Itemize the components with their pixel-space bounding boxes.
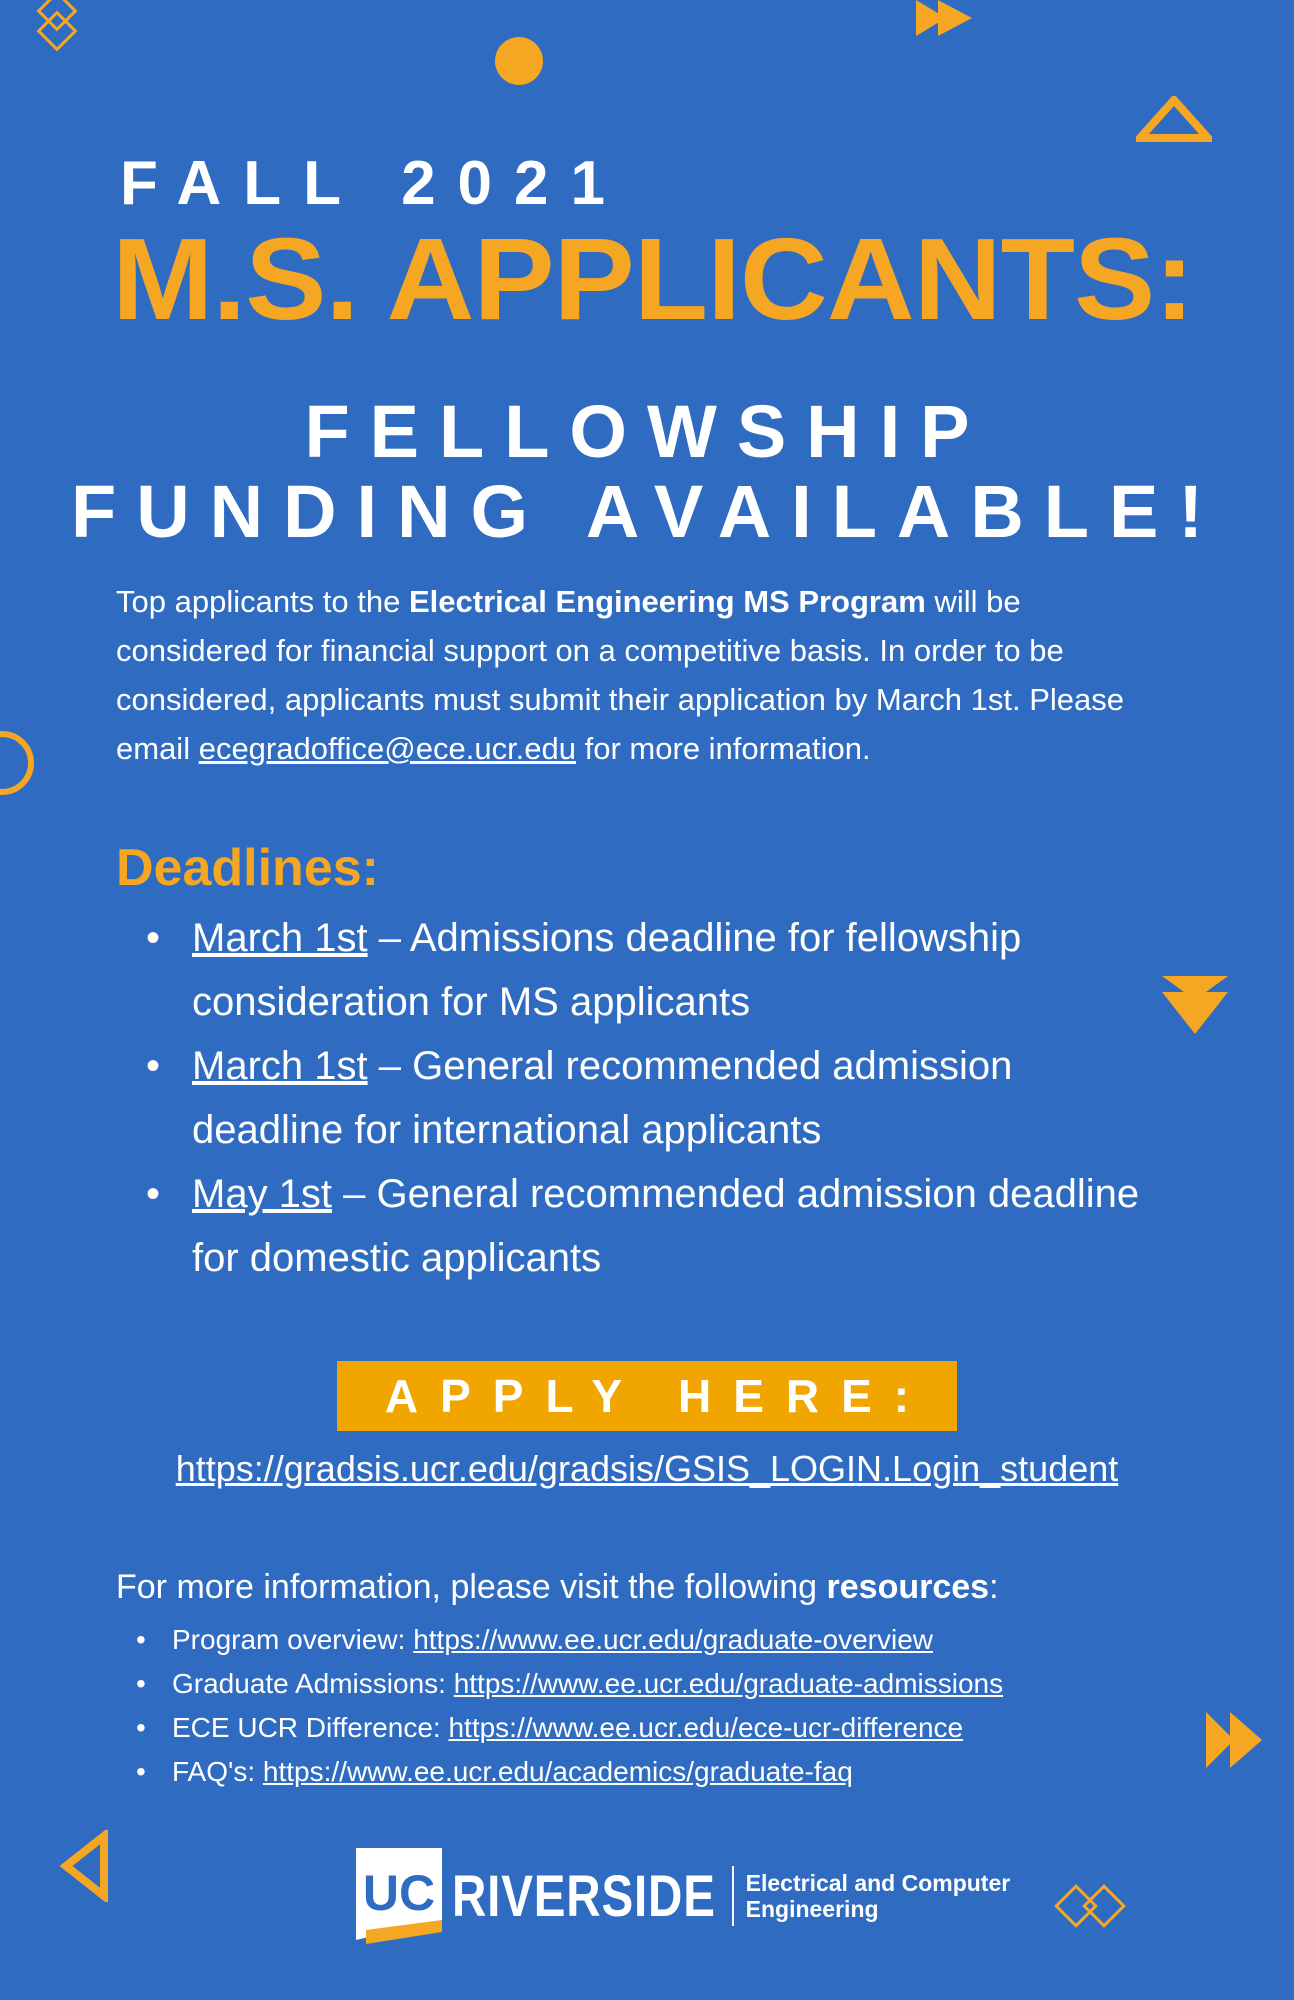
resource-label: ECE UCR Difference:	[172, 1712, 449, 1743]
resource-item	[136, 1750, 1003, 1794]
resource-link[interactable]: https://www.ee.ucr.edu/graduate-admissions	[453, 1668, 1004, 1699]
resources-intro-text: For more information, please visit the following	[116, 1568, 827, 1606]
ring-icon	[0, 728, 36, 798]
deadline-date[interactable]: May 1st	[192, 1172, 333, 1216]
fast-forward-right-icon	[1206, 1710, 1266, 1770]
uc-shield-icon	[356, 1848, 442, 1944]
intro-text-2: will be considered for financial support on a competitive basis. In order to be considered, applicants must submit their application by March 1st. Please email	[116, 584, 1124, 766]
intro-text-1: Top applicants to the	[116, 584, 409, 619]
bullet-icon: •	[136, 1668, 146, 1699]
resource-label: Program overview:	[172, 1624, 414, 1655]
apply-label: APPLY HERE:	[384, 1370, 932, 1422]
email-link[interactable]: ecegradoffice@ece.ucr.edu	[198, 731, 577, 766]
apply-banner	[337, 1361, 957, 1431]
diamonds-outline-icon	[1052, 1878, 1136, 1934]
resource-label: FAQ's:	[172, 1756, 263, 1787]
resource-link[interactable]: https://www.ee.ucr.edu/graduate-overview	[413, 1624, 934, 1655]
deadline-date[interactable]: March 1st	[192, 1044, 368, 1088]
subheadline-line-1: FELLOWSHIP	[304, 390, 990, 473]
deadline-date[interactable]: March 1st	[192, 916, 368, 960]
page-title: M.S. APPLICANTS:	[112, 214, 1194, 344]
bullet-icon: •	[136, 1624, 146, 1655]
resource-label: Graduate Admissions:	[172, 1668, 454, 1699]
resource-item	[136, 1662, 1003, 1706]
resource-item	[136, 1706, 1003, 1750]
deadline-text: – General recommended admission deadline for domestic applicants	[192, 1172, 1140, 1280]
resources-intro	[116, 1568, 999, 1607]
logo-dept-line-2: Engineering	[745, 1896, 879, 1922]
logo-department	[746, 1870, 1011, 1922]
arrow-down-icon	[1162, 974, 1228, 1036]
deadline-text: – General recommended admission deadline for international applicants	[192, 1044, 1013, 1152]
apply-link[interactable]: https://gradsis.ucr.edu/gradsis/GSIS_LOGIN.Login_student	[175, 1448, 1119, 1489]
triangle-left-outline-icon	[60, 1830, 108, 1902]
resource-link[interactable]: https://www.ee.ucr.edu/academics/graduate-faq	[262, 1756, 853, 1787]
deadline-text: – Admissions deadline for fellowship consideration for MS applicants	[192, 916, 1022, 1024]
deadline-item	[140, 1034, 1140, 1162]
deadlines-heading: Deadlines:	[116, 839, 379, 897]
resource-list	[136, 1618, 1003, 1794]
intro-paragraph	[116, 577, 1176, 773]
resources-intro-bold: resources	[826, 1568, 990, 1606]
resource-item	[136, 1618, 1003, 1662]
diamond-outline-icon	[30, 0, 90, 62]
uc-mark: UC	[362, 1865, 436, 1921]
intro-text-3: for more information.	[576, 731, 871, 766]
deadline-list	[140, 906, 1140, 1290]
fast-forward-icon	[916, 0, 976, 46]
logo-wordmark: RIVERSIDE	[452, 1863, 716, 1929]
term-label: FALL 2021	[120, 149, 628, 218]
ucr-logo	[356, 1848, 1010, 1944]
circle-dot-icon	[494, 36, 544, 86]
subheadline-line-2: FUNDING AVAILABLE!	[71, 470, 1223, 553]
bullet-icon: •	[146, 1044, 161, 1088]
triangle-outline-icon	[1136, 96, 1212, 142]
logo-divider	[732, 1866, 734, 1926]
bullet-icon: •	[136, 1712, 146, 1743]
bullet-icon: •	[146, 916, 161, 960]
subheadline	[0, 392, 1294, 552]
resource-link[interactable]: https://www.ee.ucr.edu/ece-ucr-difference	[448, 1712, 964, 1743]
resources-intro-end: :	[989, 1568, 999, 1606]
program-name: Electrical Engineering MS Program	[408, 584, 926, 619]
logo-dept-line-1: Electrical and Computer	[745, 1870, 1011, 1896]
deadline-item	[140, 906, 1140, 1034]
deadline-item	[140, 1162, 1140, 1290]
bullet-icon: •	[136, 1756, 146, 1787]
bullet-icon: •	[146, 1172, 161, 1216]
